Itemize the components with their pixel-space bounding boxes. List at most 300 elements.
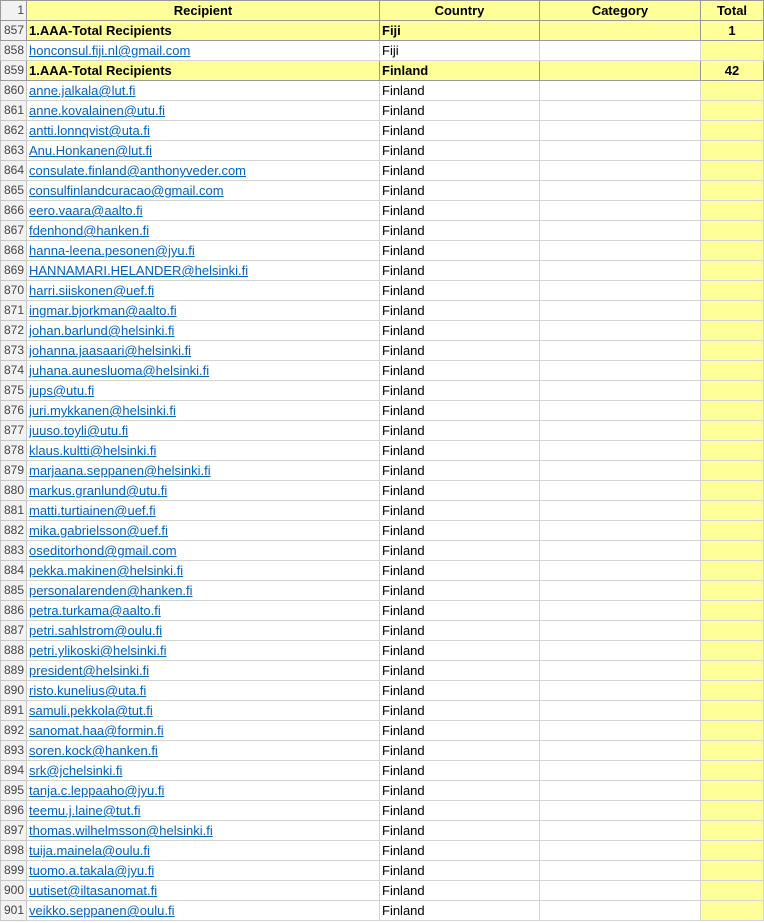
recipient-cell[interactable] [27,341,380,361]
total-cell[interactable] [701,181,764,201]
category-cell[interactable] [540,381,701,401]
table-row [1,901,764,921]
category-cell[interactable] [540,101,701,121]
recipient-cell[interactable] [27,401,380,421]
recipient-cell[interactable] [27,501,380,521]
recipient-email-link[interactable]: oseditorhond@gmail.com [29,543,177,558]
category-cell[interactable] [540,461,701,481]
row-header[interactable]: 874 [1,361,27,381]
table-row [1,141,764,161]
row-header[interactable]: 880 [1,481,27,501]
table-row [1,41,764,61]
total-cell[interactable] [701,81,764,101]
country-cell[interactable]: Finland [380,441,540,461]
row-header[interactable]: 900 [1,881,27,901]
recipient-email-link[interactable]: juuso.toyli@utu.fi [29,423,129,438]
category-cell[interactable] [540,421,701,441]
recipient-cell[interactable] [27,81,380,101]
category-cell[interactable] [540,581,701,601]
row-header[interactable]: 872 [1,321,27,341]
column-header-recipient[interactable]: Recipient [27,1,380,21]
recipient-email-link[interactable]: tuomo.a.takala@jyu.fi [29,863,155,878]
total-cell[interactable] [701,581,764,601]
row-header[interactable]: 868 [1,241,27,261]
table-row [1,421,764,441]
category-cell[interactable] [540,201,701,221]
recipient-cell[interactable] [27,901,380,921]
table-row [1,601,764,621]
row-header[interactable]: 889 [1,661,27,681]
table-row [1,841,764,861]
recipient-cell[interactable] [27,421,380,441]
category-cell[interactable] [540,761,701,781]
country-cell[interactable]: Finland [380,201,540,221]
recipient-cell[interactable] [27,661,380,681]
table-row [1,661,764,681]
total-cell[interactable] [701,561,764,581]
row-header[interactable]: 896 [1,801,27,821]
row-header[interactable]: 898 [1,841,27,861]
table-row [1,121,764,141]
recipient-cell[interactable] [27,141,380,161]
table-row [1,581,764,601]
recipient-cell[interactable] [27,681,380,701]
recipient-email-link[interactable]: tuija.mainela@oulu.fi [29,843,150,858]
recipient-cell[interactable] [27,741,380,761]
row-header[interactable]: 859 [1,61,27,81]
country-cell[interactable]: Finland [380,381,540,401]
recipient-cell[interactable] [27,541,380,561]
total-cell[interactable] [701,461,764,481]
country-cell[interactable]: Finland [380,641,540,661]
category-cell[interactable] [540,361,701,381]
total-cell[interactable] [701,681,764,701]
row-header[interactable]: 895 [1,781,27,801]
row-header[interactable]: 877 [1,421,27,441]
recipient-email-link[interactable]: veikko.seppanen@oulu.fi [29,903,175,918]
recipient-cell[interactable] [27,521,380,541]
row-header[interactable]: 882 [1,521,27,541]
total-cell[interactable] [701,701,764,721]
recipient-cell[interactable] [27,641,380,661]
recipient-cell[interactable] [27,261,380,281]
recipient-email-link[interactable]: sanomat.haa@formin.fi [29,723,164,738]
row-header[interactable]: 885 [1,581,27,601]
recipient-email-link[interactable]: honconsul.fiji.nl@gmail.com [29,43,191,58]
category-cell[interactable] [540,861,701,881]
table-row [1,541,764,561]
recipient-email-link[interactable]: harri.siiskonen@uef.fi [29,283,155,298]
recipient-email-link[interactable]: thomas.wilhelmsson@helsinki.fi [29,823,213,838]
total-cell[interactable] [701,301,764,321]
recipient-email-link[interactable]: johan.barlund@helsinki.fi [29,323,175,338]
recipient-cell[interactable] [27,321,380,341]
total-cell[interactable] [701,521,764,541]
total-cell[interactable] [701,801,764,821]
category-cell[interactable] [540,521,701,541]
recipient-cell[interactable] [27,101,380,121]
recipient-cell[interactable] [27,481,380,501]
recipient-email-link[interactable]: markus.granlund@utu.fi [29,483,168,498]
row-header[interactable]: 879 [1,461,27,481]
table-row [1,761,764,781]
total-cell[interactable] [701,41,764,61]
total-cell[interactable] [701,501,764,521]
recipient-cell[interactable] [27,381,380,401]
total-cell[interactable] [701,281,764,301]
category-cell[interactable] [540,401,701,421]
total-cell[interactable]: 1 [701,21,764,41]
recipient-cell[interactable] [27,601,380,621]
row-header[interactable]: 871 [1,301,27,321]
country-cell[interactable]: Finland [380,541,540,561]
recipient-email-link[interactable]: anne.kovalainen@utu.fi [29,103,166,118]
row-header[interactable]: 865 [1,181,27,201]
row-header[interactable]: 883 [1,541,27,561]
total-cell[interactable] [701,341,764,361]
country-cell[interactable]: Finland [380,401,540,421]
recipient-cell[interactable] [27,41,380,61]
total-cell[interactable] [701,721,764,741]
column-header-total[interactable]: Total [701,1,764,21]
recipient-cell[interactable] [27,581,380,601]
country-cell[interactable]: Finland [380,521,540,541]
total-cell[interactable] [701,741,764,761]
category-cell[interactable] [540,441,701,461]
recipient-cell[interactable] [27,221,380,241]
total-cell[interactable] [701,881,764,901]
recipient-email-link[interactable]: teemu.j.laine@tut.fi [29,803,141,818]
recipient-email-link[interactable]: consulate.finland@anthonyveder.com [29,163,247,178]
recipient-email-link[interactable]: anne.jalkala@lut.fi [29,83,136,98]
category-cell[interactable] [540,501,701,521]
column-header-country[interactable]: Country [380,1,540,21]
recipient-cell[interactable] [27,201,380,221]
category-cell[interactable] [540,641,701,661]
category-cell[interactable] [540,601,701,621]
recipient-email-link[interactable]: soren.kock@hanken.fi [29,743,158,758]
recipient-email-link[interactable]: antti.lonnqvist@uta.fi [29,123,150,138]
row-header[interactable]: 884 [1,561,27,581]
total-cell[interactable] [701,781,764,801]
country-cell[interactable]: Finland [380,301,540,321]
recipient-cell[interactable] [27,801,380,821]
recipient-email-link[interactable]: hanna-leena.pesonen@jyu.fi [29,243,195,258]
recipient-email-link[interactable]: ingmar.bjorkman@aalto.fi [29,303,177,318]
row-header[interactable]: 860 [1,81,27,101]
country-cell[interactable]: Finland [380,461,540,481]
recipient-email-link[interactable]: matti.turtiainen@uef.fi [29,503,156,518]
category-cell[interactable] [540,181,701,201]
recipient-cell[interactable] [27,441,380,461]
total-cell[interactable] [701,761,764,781]
category-cell[interactable] [540,721,701,741]
total-cell[interactable] [701,541,764,561]
country-cell[interactable]: Finland [380,261,540,281]
row-header[interactable]: 876 [1,401,27,421]
table-row [1,381,764,401]
country-cell[interactable]: Finland [380,821,540,841]
total-cell[interactable] [701,661,764,681]
recipient-email-link[interactable]: fdenhond@hanken.fi [29,223,150,238]
row-header[interactable]: 892 [1,721,27,741]
row-header[interactable]: 867 [1,221,27,241]
country-cell[interactable]: Finland [380,361,540,381]
category-cell[interactable] [540,301,701,321]
total-cell[interactable] [701,421,764,441]
table-row [1,301,764,321]
recipient-email-link[interactable]: juhana.aunesluoma@helsinki.fi [29,363,210,378]
category-cell[interactable] [540,41,701,61]
country-cell[interactable]: Finland [380,661,540,681]
recipient-email-link[interactable]: marjaana.seppanen@helsinki.fi [29,463,211,478]
country-cell[interactable]: Finland [380,81,540,101]
recipient-cell[interactable] [27,161,380,181]
country-cell[interactable]: Finland [380,421,540,441]
country-cell[interactable]: Finland [380,161,540,181]
recipient-email-link[interactable]: HANNAMARI.HELANDER@helsinki.fi [29,263,249,278]
category-cell[interactable] [540,901,701,921]
row-header[interactable]: 881 [1,501,27,521]
country-cell[interactable]: Finland [380,101,540,121]
country-cell[interactable]: Finland [380,781,540,801]
total-cell[interactable] [701,261,764,281]
row-header[interactable]: 897 [1,821,27,841]
category-cell[interactable] [540,661,701,681]
category-cell[interactable] [540,81,701,101]
row-header[interactable]: 857 [1,21,27,41]
total-cell[interactable] [701,201,764,221]
category-cell[interactable] [540,681,701,701]
total-cell[interactable] [701,161,764,181]
total-row [1,61,764,81]
recipient-email-link[interactable]: consulfinlandcuracao@gmail.com [29,183,224,198]
category-cell[interactable] [540,741,701,761]
category-cell[interactable] [540,121,701,141]
total-cell[interactable] [701,841,764,861]
category-cell[interactable] [540,21,701,41]
category-cell[interactable] [540,61,701,81]
country-cell[interactable]: Finland [380,61,540,81]
table-row [1,341,764,361]
recipient-cell[interactable] [27,761,380,781]
header-row [1,1,764,21]
total-cell[interactable] [701,401,764,421]
country-cell[interactable]: Finland [380,281,540,301]
category-cell[interactable] [540,801,701,821]
total-cell[interactable] [701,821,764,841]
recipient-cell[interactable] [27,281,380,301]
row-header[interactable]: 899 [1,861,27,881]
recipient-cell[interactable] [27,301,380,321]
row-header[interactable]: 901 [1,901,27,921]
recipient-email-link[interactable]: uutiset@iltasanomat.fi [29,883,158,898]
recipient-email-link[interactable]: petri.sahlstrom@oulu.fi [29,623,163,638]
row-header[interactable]: 869 [1,261,27,281]
total-cell[interactable] [701,901,764,921]
recipient-email-link[interactable]: personalarenden@hanken.fi [29,583,193,598]
recipient-email-link[interactable]: samuli.pekkola@tut.fi [29,703,153,718]
country-cell[interactable]: Finland [380,121,540,141]
category-cell[interactable] [540,221,701,241]
country-cell[interactable]: Finland [380,481,540,501]
total-cell[interactable] [701,481,764,501]
country-cell[interactable]: Finland [380,681,540,701]
row-header[interactable]: 862 [1,121,27,141]
recipient-email-link[interactable]: juri.mykkanen@helsinki.fi [29,403,176,418]
table-row [1,741,764,761]
row-header[interactable]: 873 [1,341,27,361]
country-cell[interactable]: Finland [380,561,540,581]
row-header[interactable]: 894 [1,761,27,781]
table-row [1,221,764,241]
country-cell[interactable]: Finland [380,901,540,921]
total-cell[interactable] [701,121,764,141]
country-cell[interactable]: Finland [380,321,540,341]
row-header[interactable]: 875 [1,381,27,401]
country-cell[interactable]: Finland [380,841,540,861]
recipient-email-link[interactable]: johanna.jaasaari@helsinki.fi [29,343,192,358]
table-row [1,461,764,481]
category-cell[interactable] [540,341,701,361]
total-cell[interactable] [701,241,764,261]
row-header[interactable]: 886 [1,601,27,621]
recipient-email-link[interactable]: srk@jchelsinki.fi [29,763,123,778]
category-cell[interactable] [540,141,701,161]
table-row [1,501,764,521]
total-cell[interactable] [701,601,764,621]
recipient-cell[interactable]: 1.AAA-Total Recipients [27,61,380,81]
recipient-cell[interactable] [27,861,380,881]
recipient-cell[interactable] [27,621,380,641]
country-cell[interactable]: Finland [380,741,540,761]
row-header[interactable]: 1 [1,1,27,21]
recipient-email-link[interactable]: eero.vaara@aalto.fi [29,203,143,218]
country-cell[interactable]: Finland [380,141,540,161]
recipient-email-link[interactable]: Anu.Honkanen@lut.fi [29,143,153,158]
total-cell[interactable] [701,641,764,661]
table-row [1,361,764,381]
total-cell[interactable] [701,381,764,401]
category-cell[interactable] [540,561,701,581]
column-header-category[interactable]: Category [540,1,701,21]
recipient-cell[interactable] [27,701,380,721]
table-row [1,401,764,421]
total-cell[interactable] [701,321,764,341]
recipient-cell[interactable] [27,821,380,841]
category-cell[interactable] [540,281,701,301]
recipient-email-link[interactable]: pekka.makinen@helsinki.fi [29,563,184,578]
recipient-email-link[interactable]: klaus.kultti@helsinki.fi [29,443,157,458]
country-cell[interactable]: Finland [380,881,540,901]
category-cell[interactable] [540,321,701,341]
recipient-email-link[interactable]: petra.turkama@aalto.fi [29,603,161,618]
country-cell[interactable]: Finland [380,241,540,261]
table-row [1,801,764,821]
row-header[interactable]: 858 [1,41,27,61]
recipient-cell[interactable] [27,781,380,801]
country-cell[interactable]: Fiji [380,21,540,41]
category-cell[interactable] [540,821,701,841]
table-row [1,521,764,541]
category-cell[interactable] [540,621,701,641]
category-cell[interactable] [540,701,701,721]
total-cell[interactable] [701,221,764,241]
recipient-email-link[interactable]: tanja.c.leppaaho@jyu.fi [29,783,165,798]
country-cell[interactable]: Finland [380,501,540,521]
recipient-cell[interactable] [27,721,380,741]
recipient-email-link[interactable]: petri.ylikoski@helsinki.fi [29,643,167,658]
table-row [1,261,764,281]
recipient-cell[interactable]: 1.AAA-Total Recipients [27,21,380,41]
category-cell[interactable] [540,841,701,861]
recipient-cell[interactable] [27,121,380,141]
category-cell[interactable] [540,241,701,261]
table-row [1,861,764,881]
total-cell[interactable] [701,101,764,121]
recipient-email-link[interactable]: president@helsinki.fi [29,663,150,678]
category-cell[interactable] [540,481,701,501]
country-cell[interactable]: Finland [380,601,540,621]
country-cell[interactable]: Finland [380,721,540,741]
recipient-cell[interactable] [27,561,380,581]
table-row [1,641,764,661]
total-cell[interactable] [701,621,764,641]
row-header[interactable]: 870 [1,281,27,301]
country-cell[interactable]: Finland [380,701,540,721]
recipient-cell[interactable] [27,841,380,861]
country-cell[interactable]: Finland [380,621,540,641]
category-cell[interactable] [540,781,701,801]
recipient-email-link[interactable]: risto.kunelius@uta.fi [29,683,147,698]
country-cell[interactable]: Finland [380,801,540,821]
country-cell[interactable]: Finland [380,341,540,361]
category-cell[interactable] [540,881,701,901]
category-cell[interactable] [540,541,701,561]
total-cell[interactable] [701,361,764,381]
recipient-cell[interactable] [27,361,380,381]
total-cell[interactable]: 42 [701,61,764,81]
recipient-email-link[interactable]: jups@utu.fi [29,383,95,398]
recipient-email-link[interactable]: mika.gabrielsson@uef.fi [29,523,168,538]
recipient-cell[interactable] [27,461,380,481]
row-header[interactable]: 891 [1,701,27,721]
row-header[interactable]: 863 [1,141,27,161]
row-header[interactable]: 866 [1,201,27,221]
total-cell[interactable] [701,141,764,161]
country-cell[interactable]: Finland [380,861,540,881]
country-cell[interactable]: Finland [380,221,540,241]
row-header[interactable]: 890 [1,681,27,701]
recipient-cell[interactable] [27,181,380,201]
row-header[interactable]: 861 [1,101,27,121]
country-cell[interactable]: Finland [380,581,540,601]
category-cell[interactable] [540,161,701,181]
total-cell[interactable] [701,441,764,461]
row-header[interactable]: 887 [1,621,27,641]
country-cell[interactable]: Finland [380,181,540,201]
country-cell[interactable]: Fiji [380,41,540,61]
total-cell[interactable] [701,861,764,881]
recipient-cell[interactable] [27,241,380,261]
row-header[interactable]: 888 [1,641,27,661]
row-header[interactable]: 864 [1,161,27,181]
row-header[interactable]: 893 [1,741,27,761]
recipient-cell[interactable] [27,881,380,901]
country-cell[interactable]: Finland [380,761,540,781]
category-cell[interactable] [540,261,701,281]
row-header[interactable]: 878 [1,441,27,461]
